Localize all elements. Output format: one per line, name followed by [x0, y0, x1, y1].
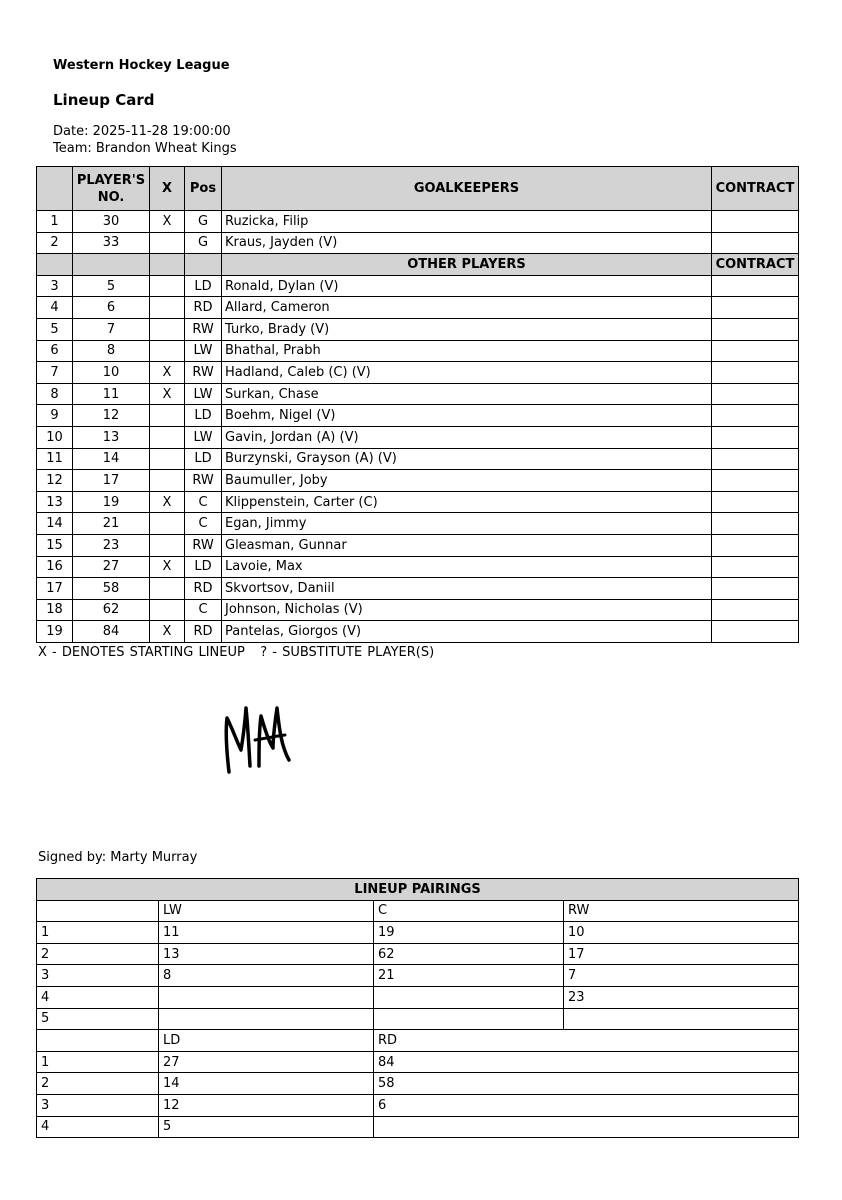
line-number: 3 — [37, 965, 159, 987]
lw-number: 8 — [159, 965, 374, 987]
defense-pairs — [37, 1051, 799, 1137]
player-contract — [712, 491, 799, 513]
table-row — [37, 340, 799, 362]
table-row — [37, 275, 799, 297]
player-position: LW — [185, 383, 222, 405]
row-index: 7 — [37, 362, 73, 384]
c-number: 21 — [374, 965, 564, 987]
player-contract — [712, 534, 799, 556]
player-position: RD — [185, 297, 222, 319]
player-name: Kraus, Jayden (V) — [222, 232, 712, 254]
line-number: 2 — [37, 943, 159, 965]
player-number: 33 — [73, 232, 150, 254]
table-row — [37, 383, 799, 405]
pairings-title: LINEUP PAIRINGS — [37, 879, 799, 901]
table-row — [37, 470, 799, 492]
other-players-header — [37, 254, 799, 276]
legend-text: X - DENOTES STARTING LINEUP ? - SUBSTITUTE PLAYER(S) — [38, 645, 435, 660]
player-number: 17 — [73, 470, 150, 492]
starter-mark — [150, 448, 185, 470]
forward-line-row — [37, 922, 799, 944]
row-index: 4 — [37, 297, 73, 319]
player-name: Ronald, Dylan (V) — [222, 275, 712, 297]
position-column-header: Pos — [185, 167, 222, 211]
row-index: 6 — [37, 340, 73, 362]
table-row — [37, 534, 799, 556]
ld-number: 12 — [159, 1094, 374, 1116]
player-contract — [712, 470, 799, 492]
table-row — [37, 578, 799, 600]
starter-column-header: X — [150, 167, 185, 211]
ld-number: 27 — [159, 1051, 374, 1073]
table-row — [37, 426, 799, 448]
player-number: 27 — [73, 556, 150, 578]
lw-number — [159, 986, 374, 1008]
player-contract — [712, 405, 799, 427]
rw-number: 17 — [564, 943, 799, 965]
player-name: Bhathal, Prabh — [222, 340, 712, 362]
pair-number: 3 — [37, 1094, 159, 1116]
forward-line-row — [37, 965, 799, 987]
player-position: C — [185, 491, 222, 513]
index-column-header — [37, 167, 73, 211]
row-index: 14 — [37, 513, 73, 535]
c-number: 19 — [374, 922, 564, 944]
starter-mark — [150, 275, 185, 297]
player-contract — [712, 297, 799, 319]
player-number: 21 — [73, 513, 150, 535]
player-name: Lavoie, Max — [222, 556, 712, 578]
league-name: Western Hockey League — [53, 58, 230, 73]
row-index: 18 — [37, 599, 73, 621]
c-number — [374, 986, 564, 1008]
player-number: 30 — [73, 211, 150, 233]
lw-number: 13 — [159, 943, 374, 965]
pair-number: 1 — [37, 1051, 159, 1073]
player-position: LD — [185, 275, 222, 297]
starter-mark — [150, 513, 185, 535]
player-contract — [712, 340, 799, 362]
player-position: RW — [185, 318, 222, 340]
player-number: 62 — [73, 599, 150, 621]
lineup-pairings-table — [36, 878, 799, 1138]
player-contract — [712, 232, 799, 254]
player-name: Baumuller, Joby — [222, 470, 712, 492]
goalkeepers-section — [37, 211, 799, 254]
player-name: Skvortsov, Daniil — [222, 578, 712, 600]
starter-mark: X — [150, 491, 185, 513]
table-row — [37, 621, 799, 643]
rd-number — [374, 1116, 799, 1138]
starter-mark — [150, 426, 185, 448]
player-contract — [712, 318, 799, 340]
starter-mark — [150, 340, 185, 362]
player-name: Pantelas, Giorgos (V) — [222, 621, 712, 643]
player-number: 14 — [73, 448, 150, 470]
player-name: Allard, Cameron — [222, 297, 712, 319]
defense-headers-row — [37, 1030, 799, 1052]
player-number: 13 — [73, 426, 150, 448]
player-number: 11 — [73, 383, 150, 405]
player-position: G — [185, 232, 222, 254]
player-position: RW — [185, 470, 222, 492]
player-number: 7 — [73, 318, 150, 340]
starter-mark: X — [150, 383, 185, 405]
player-name: Hadland, Caleb (C) (V) — [222, 362, 712, 384]
table-row — [37, 599, 799, 621]
player-name: Johnson, Nicholas (V) — [222, 599, 712, 621]
forward-line-row — [37, 986, 799, 1008]
team-name: Team: Brandon Wheat Kings — [53, 141, 237, 156]
table-row — [37, 297, 799, 319]
table-row — [37, 513, 799, 535]
line-number: 1 — [37, 922, 159, 944]
row-index: 17 — [37, 578, 73, 600]
other-players-contract-label: CONTRACT — [712, 254, 799, 276]
player-contract — [712, 556, 799, 578]
row-index: 11 — [37, 448, 73, 470]
lw-number: 11 — [159, 922, 374, 944]
player-number-column-header: PLAYER'S NO. — [73, 167, 150, 211]
starter-mark — [150, 318, 185, 340]
forward-lines — [37, 922, 799, 1030]
contract-column-header: CONTRACT — [712, 167, 799, 211]
rw-number: 7 — [564, 965, 799, 987]
table-row — [37, 211, 799, 233]
player-number: 10 — [73, 362, 150, 384]
player-position: LD — [185, 448, 222, 470]
player-contract — [712, 578, 799, 600]
table-row — [37, 491, 799, 513]
player-number: 19 — [73, 491, 150, 513]
forward-line-row — [37, 1008, 799, 1030]
player-position: LD — [185, 556, 222, 578]
c-number — [374, 1008, 564, 1030]
player-name: Klippenstein, Carter (C) — [222, 491, 712, 513]
player-number: 5 — [73, 275, 150, 297]
defense-pair-row — [37, 1051, 799, 1073]
row-index: 15 — [37, 534, 73, 556]
starter-mark — [150, 578, 185, 600]
forward-line-row — [37, 943, 799, 965]
player-name: Gleasman, Gunnar — [222, 534, 712, 556]
starter-mark — [150, 232, 185, 254]
player-position: G — [185, 211, 222, 233]
rd-header: RD — [374, 1030, 799, 1052]
player-contract — [712, 599, 799, 621]
player-name: Egan, Jimmy — [222, 513, 712, 535]
player-number: 6 — [73, 297, 150, 319]
other-players-label: OTHER PLAYERS — [222, 254, 712, 276]
row-index: 16 — [37, 556, 73, 578]
player-number: 12 — [73, 405, 150, 427]
row-index: 5 — [37, 318, 73, 340]
row-index: 9 — [37, 405, 73, 427]
player-name: Surkan, Chase — [222, 383, 712, 405]
player-position: LD — [185, 405, 222, 427]
signed-by: Signed by: Marty Murray — [38, 850, 198, 865]
player-position: RW — [185, 362, 222, 384]
defense-pair-row — [37, 1094, 799, 1116]
player-name: Turko, Brady (V) — [222, 318, 712, 340]
table-row — [37, 362, 799, 384]
lineup-header-row — [37, 167, 799, 211]
player-contract — [712, 621, 799, 643]
starter-mark: X — [150, 621, 185, 643]
player-name: Gavin, Jordan (A) (V) — [222, 426, 712, 448]
starter-mark: X — [150, 211, 185, 233]
player-contract — [712, 275, 799, 297]
table-row — [37, 232, 799, 254]
starter-mark — [150, 534, 185, 556]
rw-header: RW — [564, 900, 799, 922]
player-position: C — [185, 513, 222, 535]
pair-number: 4 — [37, 1116, 159, 1138]
row-index: 2 — [37, 232, 73, 254]
player-position: RW — [185, 534, 222, 556]
player-name: Boehm, Nigel (V) — [222, 405, 712, 427]
defense-pair-row — [37, 1073, 799, 1095]
c-header: C — [374, 900, 564, 922]
row-index: 19 — [37, 621, 73, 643]
pair-number: 2 — [37, 1073, 159, 1095]
row-index: 1 — [37, 211, 73, 233]
starter-mark — [150, 470, 185, 492]
rw-number: 10 — [564, 922, 799, 944]
player-name: Ruzicka, Filip — [222, 211, 712, 233]
row-index: 10 — [37, 426, 73, 448]
player-position: LW — [185, 426, 222, 448]
starter-mark: X — [150, 362, 185, 384]
signature-image — [215, 700, 305, 784]
starter-mark — [150, 297, 185, 319]
lw-header: LW — [159, 900, 374, 922]
rw-number — [564, 1008, 799, 1030]
lw-number — [159, 1008, 374, 1030]
player-contract — [712, 211, 799, 233]
player-number: 8 — [73, 340, 150, 362]
player-contract — [712, 362, 799, 384]
player-name: Burzynski, Grayson (A) (V) — [222, 448, 712, 470]
starter-mark — [150, 599, 185, 621]
line-number: 4 — [37, 986, 159, 1008]
player-contract — [712, 383, 799, 405]
rw-number: 23 — [564, 986, 799, 1008]
ld-number: 14 — [159, 1073, 374, 1095]
table-row — [37, 405, 799, 427]
player-number: 84 — [73, 621, 150, 643]
c-number: 62 — [374, 943, 564, 965]
player-contract — [712, 448, 799, 470]
row-index: 3 — [37, 275, 73, 297]
player-position: LW — [185, 340, 222, 362]
defense-pair-row — [37, 1116, 799, 1138]
row-index: 13 — [37, 491, 73, 513]
starter-mark: X — [150, 556, 185, 578]
player-position: RD — [185, 621, 222, 643]
player-position: RD — [185, 578, 222, 600]
rd-number: 6 — [374, 1094, 799, 1116]
ld-number: 5 — [159, 1116, 374, 1138]
player-position: C — [185, 599, 222, 621]
player-number: 58 — [73, 578, 150, 600]
ld-header: LD — [159, 1030, 374, 1052]
other-players-section — [37, 275, 799, 642]
table-row — [37, 448, 799, 470]
forward-headers-row — [37, 900, 799, 922]
starter-mark — [150, 405, 185, 427]
table-row — [37, 556, 799, 578]
rd-number: 84 — [374, 1051, 799, 1073]
game-date: Date: 2025-11-28 19:00:00 — [53, 124, 231, 139]
player-contract — [712, 513, 799, 535]
line-number: 5 — [37, 1008, 159, 1030]
lineup-table — [36, 166, 799, 643]
rd-number: 58 — [374, 1073, 799, 1095]
goalkeepers-column-header: GOALKEEPERS — [222, 167, 712, 211]
player-contract — [712, 426, 799, 448]
player-number: 23 — [73, 534, 150, 556]
page-title: Lineup Card — [53, 91, 155, 109]
row-index: 8 — [37, 383, 73, 405]
row-index: 12 — [37, 470, 73, 492]
table-row — [37, 318, 799, 340]
